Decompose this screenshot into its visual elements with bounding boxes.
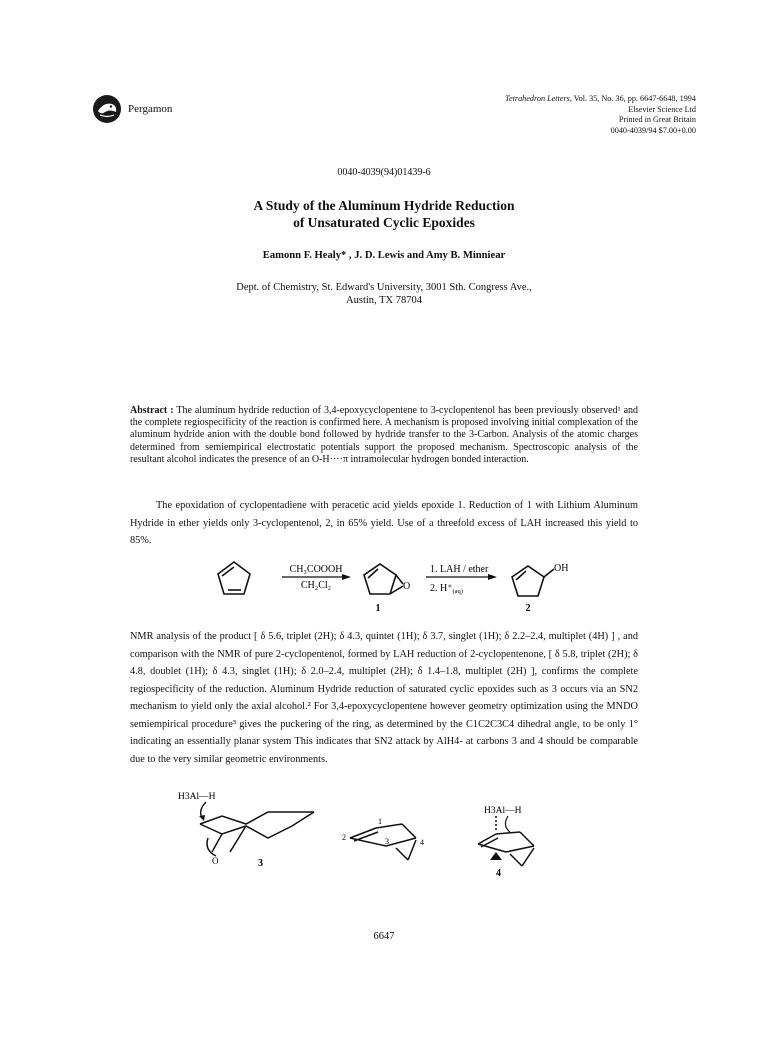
right-reagent: H3Al—H <box>484 806 522 816</box>
affil-line-2: Austin, TX 78704 <box>346 295 422 306</box>
journal-info <box>505 94 696 136</box>
reagent-2-sub: (aq) <box>452 588 463 595</box>
publisher-line: Elsevier Science Ltd <box>628 104 696 114</box>
article-title <box>0 197 768 231</box>
epoxide-oxygen: O <box>403 581 411 592</box>
pergamon-logo-icon <box>92 94 122 124</box>
title-line-2: of Unsaturated Cyclic Epoxides <box>293 215 475 230</box>
doi-code: 0040-4039(94)01439-6 <box>337 167 431 178</box>
affiliation <box>0 281 768 307</box>
authors: Eamonn F. Healy* , J. D. Lewis and Amy B. Minniear <box>262 250 506 261</box>
right-wedge <box>490 852 502 860</box>
affil-line-1: Dept. of Chemistry, St. Edward's University, 3001 Sth. Congress Ave., <box>236 282 532 293</box>
journal-volume: , Vol. 35, No. 36, pp. 6647-6648, 1994 <box>569 94 696 103</box>
carbon-3: 3 <box>385 837 389 846</box>
price-line: 0040-4039/94 $7.00+0.00 <box>610 125 696 135</box>
reaction-arrow-1 <box>282 564 351 591</box>
publisher-block <box>92 94 172 124</box>
mechanism-figures <box>150 790 590 880</box>
left-oxygen: O <box>212 856 219 866</box>
compound-label-1: 1 <box>375 603 381 614</box>
carbon-1: 1 <box>378 817 382 826</box>
paragraph-1 <box>130 497 638 550</box>
hydroxyl-group: OH <box>554 563 569 574</box>
reaction-arrow-2 <box>426 564 497 595</box>
printed-line: Printed in Great Britain <box>618 115 696 125</box>
right-attack-arrow <box>505 816 510 832</box>
epoxycyclopentene-structure <box>350 824 416 860</box>
epoxide-structure <box>364 564 403 594</box>
abstract-label: Abstract : <box>130 405 174 416</box>
paragraph-1-text: The epoxidation of cyclopentadiene with peracetic acid yields epoxide 1. Reduction of 1 with Lithium Aluminum Hydride in ether yields only 3-cyclopentenol, 2, in 65% yield. Use of a threefold excess of LAH increased this yield to 85%. <box>130 500 638 546</box>
abstract <box>130 405 638 466</box>
paragraph-2: NMR analysis of the product [ δ 5.6, triplet (2H); δ 4.3, quintet (1H); δ 3.7, singlet (1H); δ 2.2–2.4, multiplet (4H) ] , and comparison with the NMR of pure 2-cyclopentenol, formed by LAH reduction of 2-cyclopentenone, [ δ 5.8, triplet (2H); δ 4.8, doublet (1H); δ 4.3, singlet (1H); δ 2.0–2.4, multiplet (2H); δ 1.4–1.8, multiplet (2H) ], confirms the complete regiospecificity of the reduction. Aluminum Hydride reduction of saturated cyclic epoxides such as 3 occurs via an SN2 mechanism to yield only the axial alcohol.² For 3,4-epoxycyclopentene however geometry optimization using the MNDO semiempirical procedure³ gives the puckering of the ring, as determined by the C1C2C3C4 dihedral angle, to be only 1° indicating an essentially planar system This indicates that SN2 attack by AlH4- at carbons 3 and 4 should be comparable due to the very similar geometric environments. <box>130 631 638 765</box>
cyclopentenol-structure <box>512 566 554 596</box>
cyclohexane-epoxide-structure <box>200 812 314 856</box>
page-number: 6647 <box>373 931 395 942</box>
reagent-1-bottom: CH₂Cl₂ <box>300 580 332 591</box>
compound-label-4: 4 <box>496 868 501 879</box>
compound-label-3: 3 <box>258 858 263 869</box>
abstract-text: The aluminum hydride reduction of 3,4-epoxycyclopentene to 3-cyclopentenol has been previously observed¹ and the complete regiospecificity of the reaction is confirmed here. A mechanism is proposed involving initial complexation of the aluminum hydride anion with the double bond followed by hydride transfer to the 3-Carbon. Analysis of the atomic charges determined from semiempirical electrostatic potentials support the proposed mechanism. Spectroscopic analysis of the resultant alcohol indicates the presence of an O-H····π intramolecular hydrogen bonded interaction. <box>130 405 639 465</box>
title-line-1: A Study of the Aluminum Hydride Reduction <box>253 198 515 213</box>
left-reagent: H3Al—H <box>178 792 216 802</box>
compound-label-2: 2 <box>525 603 531 614</box>
carbon-2: 2 <box>342 833 346 842</box>
cyclopentadiene-structure <box>218 562 250 594</box>
publisher-name: Pergamon <box>128 103 173 115</box>
reagent-1-top: CH₃COOOH <box>289 564 343 575</box>
reagent-2-bottom-group <box>430 583 463 595</box>
carbon-4: 4 <box>420 838 424 847</box>
reagent-2-bottom: 2. H⁺ <box>430 583 453 594</box>
reagent-2-top: 1. LAH / ether <box>430 564 489 575</box>
reaction-scheme <box>210 556 570 618</box>
journal-name: Tetrahedron Letters <box>505 94 570 103</box>
